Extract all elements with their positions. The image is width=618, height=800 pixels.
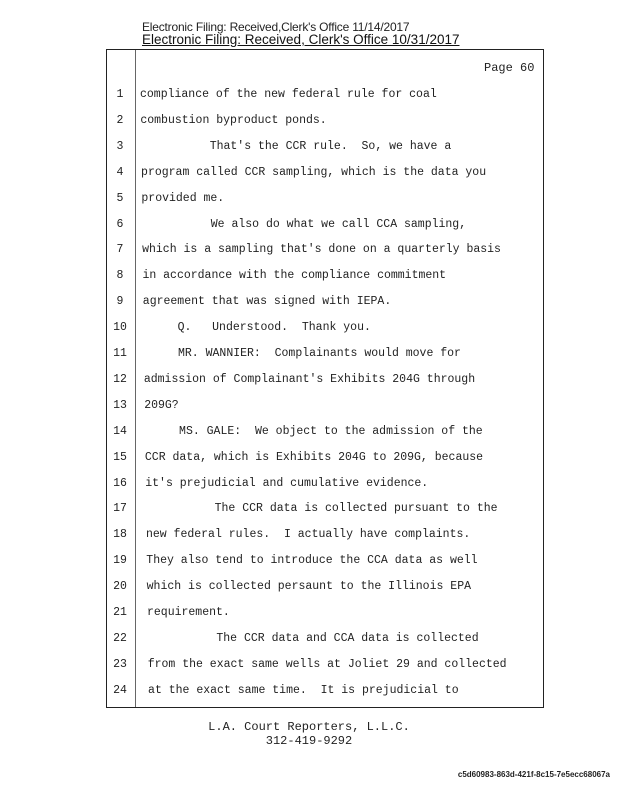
line-text: admission of Complainant's Exhibits 204G through bbox=[143, 372, 476, 386]
line-number: 17 bbox=[113, 502, 127, 516]
line-text: They also tend to introduce the CCA data as well bbox=[146, 554, 478, 568]
line-number: 4 bbox=[116, 165, 124, 179]
transcript-line bbox=[106, 528, 544, 548]
transcript-line bbox=[106, 321, 544, 341]
line-text: provided me. bbox=[141, 191, 225, 205]
line-number: 16 bbox=[113, 476, 127, 490]
line-number: 2 bbox=[116, 113, 124, 127]
line-text: combustion byproduct ponds. bbox=[140, 113, 327, 127]
line-number: 11 bbox=[113, 347, 127, 360]
line-number: 3 bbox=[116, 139, 124, 153]
line-text: agreement that was signed with IEPA. bbox=[142, 295, 392, 309]
line-number: 6 bbox=[116, 217, 124, 231]
line-text: The CCR data and CCA data is collected bbox=[147, 631, 479, 645]
line-number: 21 bbox=[113, 606, 127, 619]
line-number: 24 bbox=[113, 683, 127, 697]
transcript-line bbox=[106, 166, 544, 186]
transcript-line bbox=[106, 425, 544, 445]
line-text: new federal rules. I actually have complaints. bbox=[145, 528, 471, 542]
line-number: 19 bbox=[113, 554, 127, 568]
transcript-line bbox=[106, 373, 544, 393]
line-number: 23 bbox=[113, 657, 127, 671]
line-text: The CCR data is collected pursuant to the bbox=[145, 502, 498, 516]
transcript-line bbox=[106, 606, 544, 626]
line-number: 18 bbox=[113, 528, 127, 542]
line-number: 12 bbox=[113, 372, 127, 386]
page-number: Page 60 bbox=[484, 61, 535, 75]
transcript-line bbox=[106, 477, 544, 497]
line-number: 9 bbox=[116, 295, 124, 309]
line-text: which is a sampling that's done on a quarterly basis bbox=[142, 243, 501, 257]
footer-reporter-name: L.A. Court Reporters, L.L.C. bbox=[208, 720, 410, 734]
line-text: Q. Understood. Thank you. bbox=[143, 321, 371, 335]
line-text: MR. WANNIER: Complainants would move for bbox=[143, 347, 461, 360]
footer-reporter-phone: 312-419-9292 bbox=[265, 734, 353, 748]
line-text: from the exact same wells at Joliet 29 and collected bbox=[147, 657, 507, 671]
line-text: MS. GALE: We object to the admission of the bbox=[144, 424, 483, 438]
transcript-line bbox=[106, 684, 544, 704]
transcript-line bbox=[106, 554, 544, 574]
line-text: requirement. bbox=[147, 606, 230, 619]
line-number: 14 bbox=[113, 424, 127, 438]
line-number: 7 bbox=[116, 243, 124, 257]
line-text: at the exact same time. It is prejudicial to bbox=[148, 683, 459, 697]
filing-stamp-top: Electronic Filing: Received,Clerk's Office 11/14/2017 bbox=[142, 20, 410, 34]
transcript-line bbox=[106, 243, 544, 263]
line-text: That's the CCR rule. So, we have a bbox=[140, 139, 452, 153]
transcript-line bbox=[106, 502, 544, 522]
line-text: program called CCR sampling, which is the data you bbox=[141, 165, 487, 179]
filing-stamp-main bbox=[142, 33, 459, 47]
transcript-line bbox=[106, 580, 544, 600]
line-text: compliance of the new federal rule for coal bbox=[140, 88, 437, 101]
line-number: 20 bbox=[113, 580, 127, 594]
line-number: 15 bbox=[113, 450, 127, 464]
transcript-line bbox=[106, 347, 544, 367]
transcript-line bbox=[106, 632, 544, 652]
transcript-line bbox=[106, 192, 544, 212]
line-number: 8 bbox=[116, 269, 124, 283]
document-id: c5d60983-863d-421f-8c15-7e5ecc68067a bbox=[457, 770, 610, 779]
transcript-line bbox=[106, 218, 544, 238]
line-text: it's prejudicial and cumulative evidence. bbox=[145, 476, 429, 490]
line-text: in accordance with the compliance commitment bbox=[142, 269, 447, 283]
transcript-line bbox=[106, 451, 544, 471]
transcript-line bbox=[106, 88, 544, 108]
line-text: 209G? bbox=[144, 398, 179, 412]
line-text: which is collected persaunt to the Illinois EPA bbox=[146, 580, 471, 594]
transcript-line bbox=[106, 295, 544, 315]
filing-stamp-main-text: Electronic Filing: Received, Clerk's Office 10/31/2017 bbox=[142, 32, 460, 47]
line-text: CCR data, which is Exhibits 204G to 209G, because bbox=[144, 450, 484, 464]
line-number: 10 bbox=[113, 321, 127, 335]
line-number: 13 bbox=[113, 398, 127, 412]
transcript-line bbox=[106, 269, 544, 289]
line-number: 1 bbox=[116, 88, 124, 101]
transcript-line bbox=[106, 114, 544, 134]
transcript-line bbox=[106, 658, 544, 678]
transcript-line bbox=[106, 140, 544, 160]
line-number: 22 bbox=[113, 631, 127, 645]
line-number: 5 bbox=[116, 191, 124, 205]
line-text: We also do what we call CCA sampling, bbox=[141, 217, 467, 231]
transcript-line bbox=[106, 399, 544, 419]
